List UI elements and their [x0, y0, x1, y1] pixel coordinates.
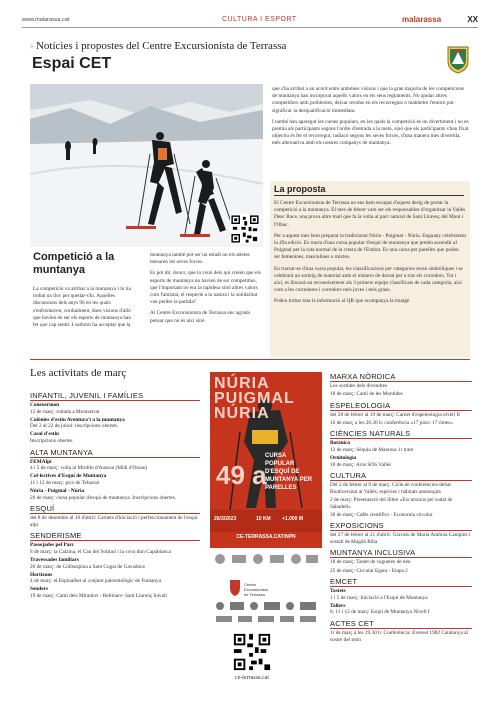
poster-elevation: +1.000 M [282, 516, 303, 522]
activity-item [30, 459, 200, 472]
article-paragraph: I també han aparegut les curses populars, en les quals la competició és un divertiment i no es premia als participants segons l'ordre d'entrada a la meta, sinó que els participants s'han fixat objectiu és fer el recorregut, radiacó segons les seves forces, d'una manera més divertida, més alternativa amb els nostres companys de muntanya. [272, 118, 469, 147]
activity-item [330, 497, 472, 510]
activity-name: Conexermon [30, 402, 60, 408]
poster-distance: 10 KM [256, 516, 271, 522]
poster-date: 26/3/2023 [214, 516, 237, 522]
activity-description: 16 de març a les 20.30 h: conferència «17 piscc 17 rimes» [330, 419, 453, 426]
activity-name: Colònies d'estiu Aventura't a la muntanya [30, 416, 125, 423]
article-column-1 [33, 286, 133, 333]
activity-item [330, 568, 472, 575]
activity-description: Del 2 de febrer al 9 de març: Cicle de conferències-debat Biodiversitat al Vallès, espècies i hàbitats amenaçats [330, 482, 451, 495]
activity-description: 8, 11 i 12 de març: Esquí de Muntanya Nivell I [330, 609, 430, 616]
proposal-paragraph: El Centre Excursionista de Terrassa no ens hem escapat d'aquest desig de portar la competició a la muntanya. El mes de febrer vam ser els responsables d'organitzar la Vallès Deac Race, una prova altre tnail que fa la volta al parc natural de Sant Llorenç del Munt i l'Obac. [274, 200, 466, 228]
page-header [22, 14, 478, 28]
proposal-text [274, 200, 466, 310]
section-divider [30, 359, 470, 360]
activity-category: MARXA NÒRDICA [330, 372, 472, 382]
race-poster [210, 372, 322, 570]
activity-description: 12 de març: Sèquia de Manresa 1r tram [330, 446, 414, 453]
activity-description: 18 de març: Camí de les Montides [330, 391, 403, 398]
activity-item [330, 455, 472, 468]
activity-description: 26 de març: de Collsuspina a Sant Cugat de Gavadons [30, 563, 145, 570]
activity-item [330, 512, 472, 519]
poster-url[interactable]: CE-TERRASSA.CAT/NPN [236, 534, 296, 540]
ski-mountaineering-photo [30, 84, 263, 247]
activities-title: Les activitats de març [30, 367, 127, 379]
site-url[interactable]: www.malarassa.cat [22, 17, 70, 23]
proposal-paragraph: Podeu trobar tota la informació al QR que acompanya la imatge [274, 298, 410, 305]
activity-name: Núria - Puigmal - Núria [30, 487, 85, 494]
qr-code-icon[interactable] [230, 214, 260, 244]
activity-item [30, 473, 200, 486]
activity-category: ESPELEOLOGIA [330, 401, 472, 411]
activity-description: 25 de març: Circular Egara - Etapa 2 [330, 567, 408, 574]
article-paragraph: que s'ha arribat a un acord entre ambdues visions i que la gran majoria de les competicions de muntanya han incorporat aquells valors en els seus reglaments. No ajudar altres competidors amb problemes, deixar residus en els recorreguts o malmetre l'entorn pot significar la desqualificació immediata. [272, 86, 465, 114]
logo-text: Centre [244, 582, 257, 587]
article-paragraph: Es pot dir, doncs, que la visió dels qui creien que els esports de muntanya no havien de ser competitius, que l'important no era la rapidesa sinó altres valors com l'amistat, el respecte a la natura i la solidaritat van perdre la partida? [150, 270, 261, 306]
activity-category: ESQUÍ [30, 504, 200, 514]
activity-item [30, 542, 200, 555]
activity-description: Del 2 al 22 de juliol: inscripcions obertes. [30, 423, 119, 430]
activity-item [30, 431, 200, 444]
activity-item [30, 557, 200, 570]
poster-info-strip [210, 510, 322, 532]
activity-item [330, 532, 472, 545]
activity-description: 11 i 12 de març: pics de Tebarrai [30, 479, 100, 486]
activity-item [330, 482, 472, 495]
section-heading: Competició a la muntanya [33, 251, 115, 276]
activity-name: Passejades pel Parc [30, 542, 75, 549]
activity-item [30, 417, 200, 430]
activity-description: del 28 de febrer al 19 de març: Carnet d'espeleologia nivell II [330, 411, 460, 418]
activity-category: INFANTIL, JUVENIL I FAMÍLIES [30, 391, 200, 401]
poster-title: NÚRIA PUIGMAL NÚRIA [214, 375, 295, 422]
activity-description: 19 de març: Camí dels Miradors - Rellinars- Sant Llorenç Savall [30, 592, 167, 599]
qr-code-icon[interactable] [232, 632, 272, 672]
activity-name: Casal d'estiu [30, 431, 59, 438]
proposal-paragraph: Per a aquest mes hem preparat la tradicional Núria - Puigmal - Núria. Enguany celebrarem la 49a edició. Es tracta d'una cursa popular d'esquí de muntanya que pretén ascendir al Puigmal per la ruta normal de la cresta de l'Embut. Es una cursa per parelles que poden ser femenines, masculines o mixtes. [274, 232, 466, 261]
activity-description: 8 de març: la Calzina, el Cau del Solitari i la cova dim Capablanca [30, 548, 171, 555]
activity-description: del 27 de febrer al 21 d'abril: Gravats de Maria Antònia Campins i sostalt de Magdà Riba [330, 532, 471, 545]
kicker-text: Notícies i propostes del Centre Excursionista de Terrassa [35, 40, 287, 52]
article-paragraph: Al Centre Excursionista de Terrassa ens agrada pensar que no és així sinó [150, 310, 250, 324]
proposal-heading: La proposta [274, 184, 464, 196]
activity-description: 4 i 5 de març: volta al Mirdilu d'Aussau (Midi d'Ossau) [30, 465, 148, 472]
article-column-3 [272, 86, 470, 152]
poster-edition: 49 a [216, 460, 267, 490]
activity-item [30, 586, 200, 599]
activity-category: EXPOSICIONS [330, 521, 472, 531]
activity-item [30, 488, 200, 501]
activity-description: 30 de març: Cafès científics - Economia circular [330, 511, 433, 518]
activity-item [330, 559, 472, 566]
activity-item [330, 603, 472, 616]
activity-category: ALTA MUNTANYA [30, 448, 200, 458]
activity-item [30, 572, 200, 585]
activity-category: CULTURA [330, 471, 472, 481]
activity-category: SENDERISME [30, 531, 200, 541]
page-number: XX [467, 15, 478, 24]
activity-item [330, 630, 472, 643]
activity-name: Botànica [330, 440, 351, 447]
activity-description: 2 de març: Presentació del llibre «Excursions pel sodal de Sabadell» [330, 496, 453, 510]
svg-text:Excursionista: Excursionista [244, 587, 268, 592]
activity-item [330, 412, 472, 419]
activity-category: ACTES CET [330, 619, 472, 629]
activity-description: 26 de març: cursa popular d'esquí de muntanya. Inscripcions obertes. [30, 494, 177, 501]
article-column-2 [150, 252, 262, 329]
activity-category: CIÈNCIES NATURALS [330, 429, 472, 439]
activity-description: 18 de març: Tastet de vagueres de neu [330, 559, 411, 566]
activity-name: Travessades familiars [30, 557, 79, 563]
proposal-box [270, 181, 470, 357]
activity-name: Ornitologia [330, 455, 357, 462]
activity-description: 18 de març: Acte SOS Vallès [330, 461, 392, 468]
article-paragraph: La competició va arribar a la muntanya i hi ha trobat un lloc per quedar-s'hi. Aquelles discussions dels anys 90 en les quals s'enfrontaven, cordialment, dues visions d'allò que havien de ser els esports de muntanya han fet que cap sentit. I sorborn ha acceptar que la [33, 286, 131, 329]
activity-item [30, 402, 200, 415]
activity-description: 12 de març: rutlada a Montserrat [30, 408, 100, 415]
article-paragraph: muntanya també pot ser un estadi on els atletes mesuren les seves forces. [150, 252, 250, 266]
activity-description: del 8 de desembre al 10 d'abril: Carnets d'iniciació i perfeccionament de l'esquí alpí [30, 515, 198, 528]
activity-category: MUNTANYA INCLUSIVA [330, 548, 472, 558]
article-kicker [30, 40, 286, 52]
activity-name: Tastets [330, 588, 346, 595]
activity-description: Les sortides dels divendres [330, 383, 388, 389]
qr-caption[interactable]: ce-terrassa.cat [234, 675, 270, 681]
arrow-icon: > [30, 43, 34, 51]
activity-item [330, 588, 472, 601]
poster-sponsors [210, 548, 322, 570]
activities-left-column [30, 388, 200, 601]
svg-text:de Terrassa: de Terrassa [244, 592, 265, 597]
activity-item [330, 420, 472, 427]
organizer-logos [210, 578, 322, 626]
activity-item [30, 515, 200, 528]
activity-name: Tallers [330, 602, 346, 609]
activity-name: Horitzons [30, 571, 53, 578]
page-title: Espai CET [32, 55, 112, 72]
proposal-paragraph: En tractar-se d'una cursa popular, les classificacions per categories seran simbòliques i se celebrarà un sorteig de material amb el número de dorsal per a tots els corredors. Tot i així, es lliurarà un reconeixement als 3 primers equips classificats de cada categoria, així com a les corredores i corredors més joves i més grans. [274, 265, 463, 294]
activity-item [330, 383, 472, 390]
activity-description: Inscripcions obertes [30, 437, 73, 444]
poster-subtitle: CURSA POPULAR D'ESQUÍ DE MUNTANYA PER PARELLES [265, 453, 313, 491]
section-label: CULTURA I ESPORT [222, 16, 297, 23]
activity-description: 1r de març a les 19.30 h: Conferència: Everest 1982 Catalunya al sostre del món [330, 629, 468, 643]
activity-name: Senders [30, 586, 48, 593]
activity-category: EMCET [330, 577, 472, 587]
activity-name: FEMAlpí [30, 458, 52, 465]
activity-description: 4 de març: el Espinalbet al conjunt paleontològic de Fumanya [30, 578, 162, 585]
activity-item [330, 391, 472, 398]
brand-name: malarassa [402, 15, 442, 24]
activity-description: 1 i 5 de març: Iniciació a l'Esquí de Muntanya [330, 594, 428, 601]
club-crest-icon [446, 44, 470, 74]
activity-name: Col·lectives d'Esquí de Muntanya [30, 473, 107, 480]
activity-item [330, 440, 472, 453]
activities-right-column [330, 369, 472, 645]
